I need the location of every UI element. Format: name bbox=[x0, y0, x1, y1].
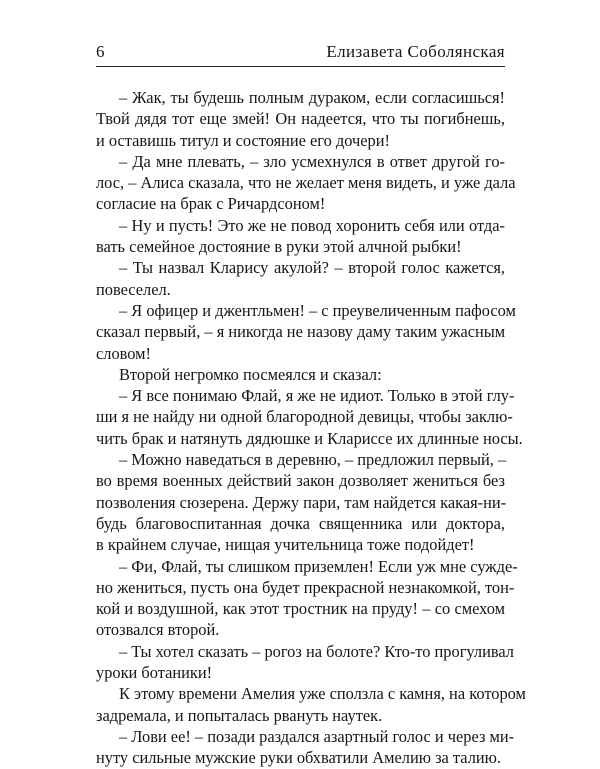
text-line: будь благовоспитанная дочка священника или доктора, bbox=[96, 513, 505, 533]
text-line: Твой дядя тот еще змей! Он надеется, что ты погибнешь, bbox=[96, 109, 505, 129]
text-line: кой и воздушной, как этот тростник на пруду! – со смехом bbox=[96, 599, 505, 619]
text-line: лос, – Алиса сказала, что не желает меня видеть, и уже дала bbox=[96, 173, 516, 193]
text-line: – Я все понимаю Флай, я же не идиот. Только в этой глу- bbox=[119, 386, 515, 406]
text-line: – Можно наведаться в деревню, – предложил первый, – bbox=[119, 450, 507, 470]
text-line: – Ты назвал Кларису акулой? – второй голос кажется, bbox=[119, 258, 505, 278]
text-line: позволения сюзерена. Держу пари, там найдется какая-ни- bbox=[96, 492, 507, 512]
text-line: повеселел. bbox=[96, 279, 171, 299]
text-line: в крайнем случае, нищая учительница тоже подойдет! bbox=[96, 535, 475, 555]
text-line: К этому времени Амелия уже сползла с камня, на котором bbox=[119, 684, 526, 704]
text-line: но жениться, пусть она будет прекрасной незнакомкой, тон- bbox=[96, 577, 515, 597]
running-title: Елизавета Соболянская bbox=[326, 42, 505, 61]
page-number: 6 bbox=[96, 42, 105, 61]
header-rule bbox=[96, 66, 505, 67]
text-line: ши я не найду ни одной благородной девицы, чтобы заклю- bbox=[96, 407, 513, 427]
text-line: словом! bbox=[96, 343, 151, 363]
text-line: вать семейное достояние в руки этой алчной рыбки! bbox=[96, 237, 462, 257]
text-line: нуту сильные мужские руки обхватили Амелию за талию. bbox=[96, 748, 501, 768]
text-line: уроки ботаники! bbox=[96, 663, 213, 683]
text-line: задремала, и попыталась рвануть наутек. bbox=[96, 705, 383, 725]
text-line: чить брак и натянуть дядюшке и Клариссе их длинные носы. bbox=[96, 428, 523, 448]
text-line: во время военных действий закон дозволяет жениться без bbox=[96, 471, 505, 491]
text-line: согласие на брак с Ричардсоном! bbox=[96, 194, 326, 214]
page-header bbox=[96, 40, 505, 68]
text-line: Второй негромко посмеялся и сказал: bbox=[119, 364, 382, 384]
text-line: – Жак, ты будешь полным дураком, если согласишься! bbox=[119, 88, 505, 107]
text-line: – Фи, Флай, ты слишком приземлен! Если уж мне сужде- bbox=[119, 556, 518, 576]
text-line: – Ты хотел сказать – рогоз на болоте? Кто-то прогуливал bbox=[119, 641, 514, 661]
body-text bbox=[96, 87, 526, 769]
text-line: отозвался второй. bbox=[96, 620, 220, 640]
text-line: – Я офицер и джентльмен! – с преувеличенным пафосом bbox=[119, 300, 516, 320]
text-line: – Лови ее! – позади раздался азартный голос и через ми- bbox=[119, 726, 515, 746]
text-line: – Ну и пусть! Это же не повод хоронить себя или отда- bbox=[119, 215, 505, 235]
text-line: – Да мне плевать, – зло усмехнулся в ответ другой го- bbox=[119, 151, 505, 171]
text-line: сказал первый, – я никогда не назову даму таким ужасным bbox=[96, 322, 506, 342]
text-line: и оставишь титул и состояние его дочери! bbox=[96, 130, 390, 150]
